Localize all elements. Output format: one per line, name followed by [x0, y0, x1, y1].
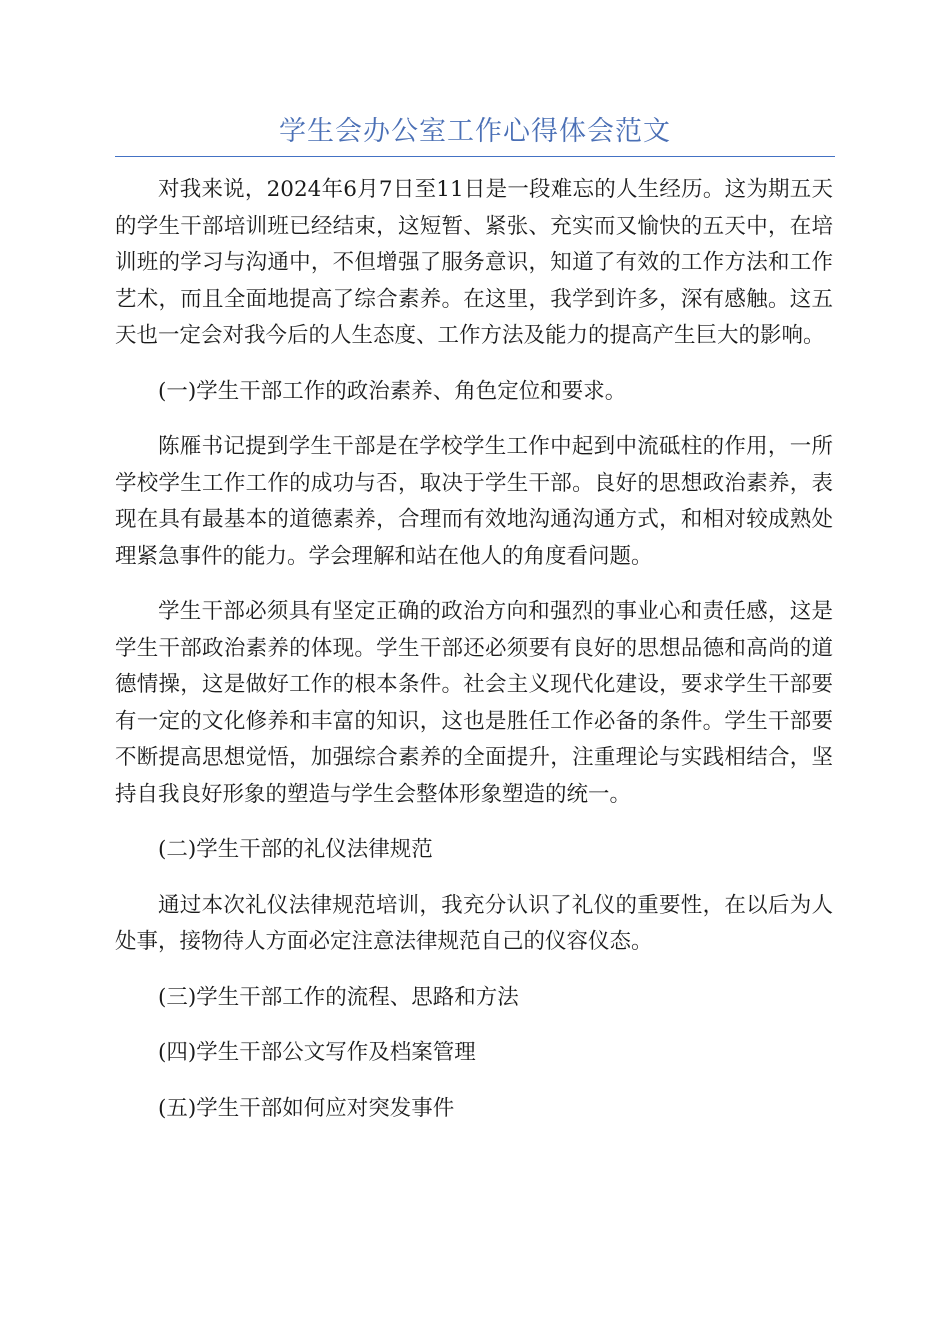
- section-heading-2: (二)学生干部的礼仪法律规范: [158, 837, 433, 862]
- section-heading-3: (三)学生干部工作的流程、思路和方法: [158, 984, 519, 1010]
- document-title: 学生会办公室工作心得体会范文: [279, 116, 671, 147]
- section-heading-4: (四)学生干部公文写作及档案管理: [158, 1040, 476, 1065]
- paragraph-intro: 对我来说，2024年6月7日至11日是一段难忘的人生经历。这为期五天的学生干部培训班已经结束，这短暂、紧张、充实而又愉快的五天中，在培训班的学习与沟通中，不但增强了服务意识，知道了有效的工作方法和工作艺术，而且全面地提高了综合素养。在这里，我学到许多，深有感触。这五天也一定会对我今后的人生态度、工作方法及能力的提高产生巨大的影响。: [115, 177, 833, 348]
- section-heading-1: (一)学生干部工作的政治素养、角色定位和要求。: [158, 378, 627, 404]
- paragraph-requirements: 学生干部必须具有坚定正确的政治方向和强烈的事业心和责任感，这是学生干部政治素养的体现。学生干部还必须要有良好的思想品德和高尚的道德情操，这是做好工作的根本条件。社会主义现代化建设，要求学生干部要有一定的文化修养和丰富的知识，这也是胜任工作必备的条件。学生干部要不断提高思想觉悟，加强综合素养的全面提升，注重理论与实践相结合，坚持自我良好形象的塑造与学生会整体形象塑造的统一。: [115, 599, 833, 807]
- document-body: [115, 172, 833, 1146]
- paragraph-etiquette: 通过本次礼仪法律规范培训，我充分认识了礼仪的重要性，在以后为人处事，接物待人方面必定注意法律规范自己的仪容仪态。: [115, 892, 833, 954]
- title-block: [115, 112, 835, 157]
- section-heading-5: (五)学生干部如何应对突发事件: [158, 1095, 455, 1121]
- paragraph-political-literacy: 陈雁书记提到学生干部是在学校学生工作中起到中流砥柱的作用，一所学校学生工作工作的成功与否，取决于学生干部。良好的思想政治素养，表现在具有最基本的道德素养，合理而有效地沟通沟通方式，和相对较成熟处理紧急事件的能力。学会理解和站在他人的角度看问题。: [115, 434, 833, 569]
